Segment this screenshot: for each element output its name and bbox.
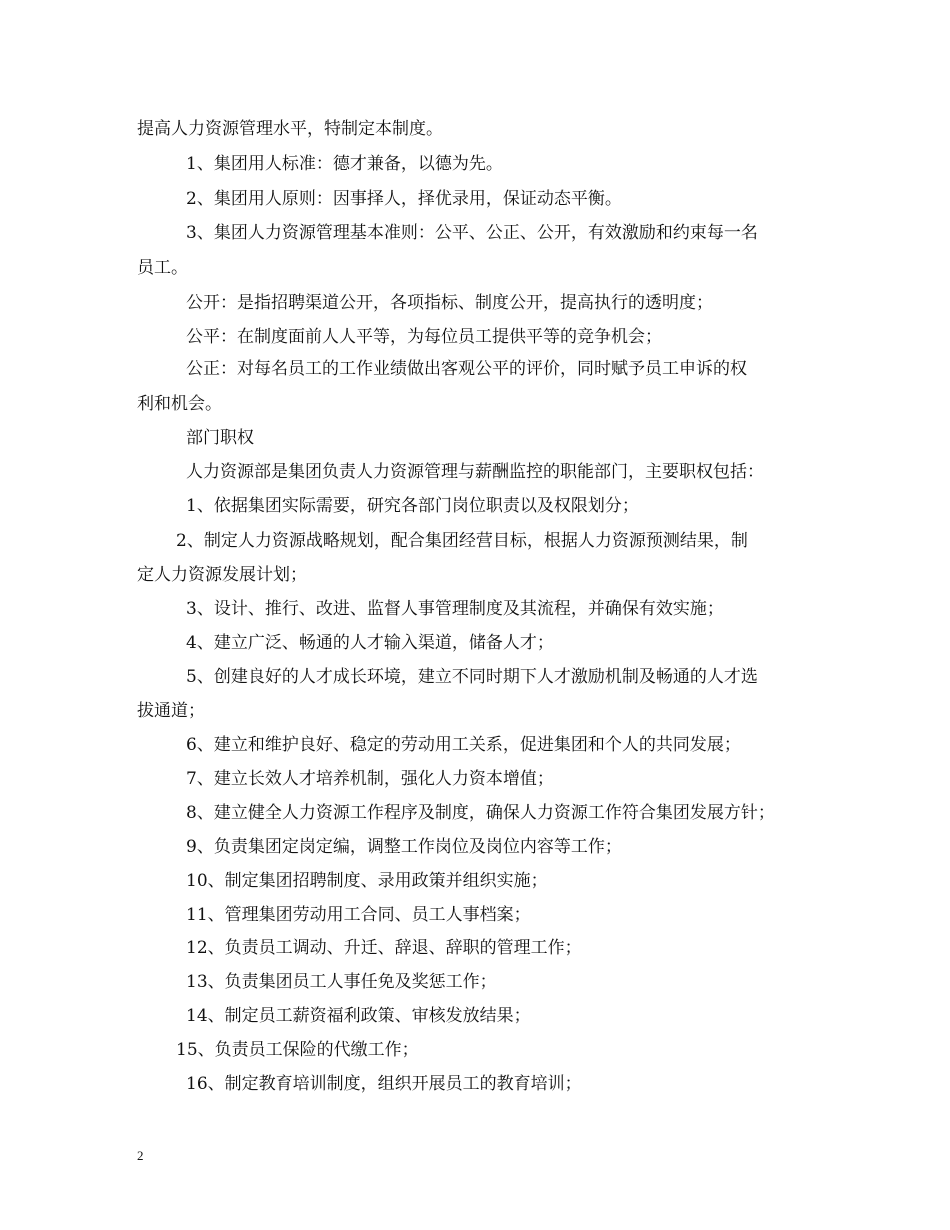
text-line: 2、集团用人原则：因事择人，择优录用，保证动态平衡。 <box>186 189 622 209</box>
text-line: 5、创建良好的人才成长环境，建立不同时期下人才激励机制及畅通的人才选 <box>186 667 758 687</box>
text-line: 定人力资源发展计划； <box>137 565 307 585</box>
text-line: 公正：对每名员工的工作业绩做出客观公平的评价，同时赋予员工申诉的权 <box>186 359 747 379</box>
text-line: 2、制定人力资源战略规划，配合集团经营目标，根据人力资源预测结果，制 <box>176 531 748 551</box>
text-line: 利和机会。 <box>137 394 222 414</box>
text-line: 拔通道； <box>137 701 205 721</box>
text-line: 员工。 <box>137 258 188 278</box>
text-line: 1、集团用人标准：德才兼备，以德为先。 <box>186 154 503 174</box>
text-line: 12、负责员工调动、升迁、辞退、辞职的管理工作； <box>186 938 582 958</box>
text-line: 人力资源部是集团负责人力资源管理与薪酬监控的职能部门，主要职权包括： <box>186 462 764 482</box>
text-line: 提高人力资源管理水平，特制定本制度。 <box>137 119 443 139</box>
text-line: 10、制定集团招聘制度、录用政策并组织实施； <box>186 871 548 891</box>
text-line: 14、制定员工薪资福利政策、审核发放结果； <box>186 1006 531 1026</box>
text-line: 16、制定教育培训制度，组织开展员工的教育培训； <box>186 1074 582 1094</box>
text-line: 15、负责员工保险的代缴工作； <box>176 1040 419 1060</box>
section-heading: 部门职权 <box>186 428 254 448</box>
text-line: 3、设计、推行、改进、监督人事管理制度及其流程，并确保有效实施； <box>186 599 724 619</box>
text-line: 公开：是指招聘渠道公开，各项指标、制度公开，提高执行的透明度； <box>186 293 713 313</box>
text-line: 6、建立和维护良好、稳定的劳动用工关系，促进集团和个人的共同发展； <box>186 735 741 755</box>
text-line: 9、负责集团定岗定编，调整工作岗位及岗位内容等工作； <box>186 837 622 857</box>
text-line: 1、依据集团实际需要，研究各部门岗位职责以及权限划分； <box>186 496 639 516</box>
text-line: 3、集团人力资源管理基本准则：公平、公正、公开，有效激励和约束每一名 <box>186 223 758 243</box>
page-number: 2 <box>137 1148 144 1163</box>
text-line: 8、建立健全人力资源工作程序及制度，确保人力资源工作符合集团发展方针； <box>186 803 775 823</box>
text-line: 13、负责集团员工人事任免及奖惩工作； <box>186 972 497 992</box>
text-line: 7、建立长效人才培养机制，强化人力资本增值； <box>186 769 554 789</box>
text-line: 11、管理集团劳动用工合同、员工人事档案； <box>186 905 531 925</box>
text-line: 4、建立广泛、畅通的人才输入渠道，储备人才； <box>186 633 554 653</box>
text-line: 公平：在制度面前人人平等，为每位员工提供平等的竞争机会； <box>186 327 662 347</box>
